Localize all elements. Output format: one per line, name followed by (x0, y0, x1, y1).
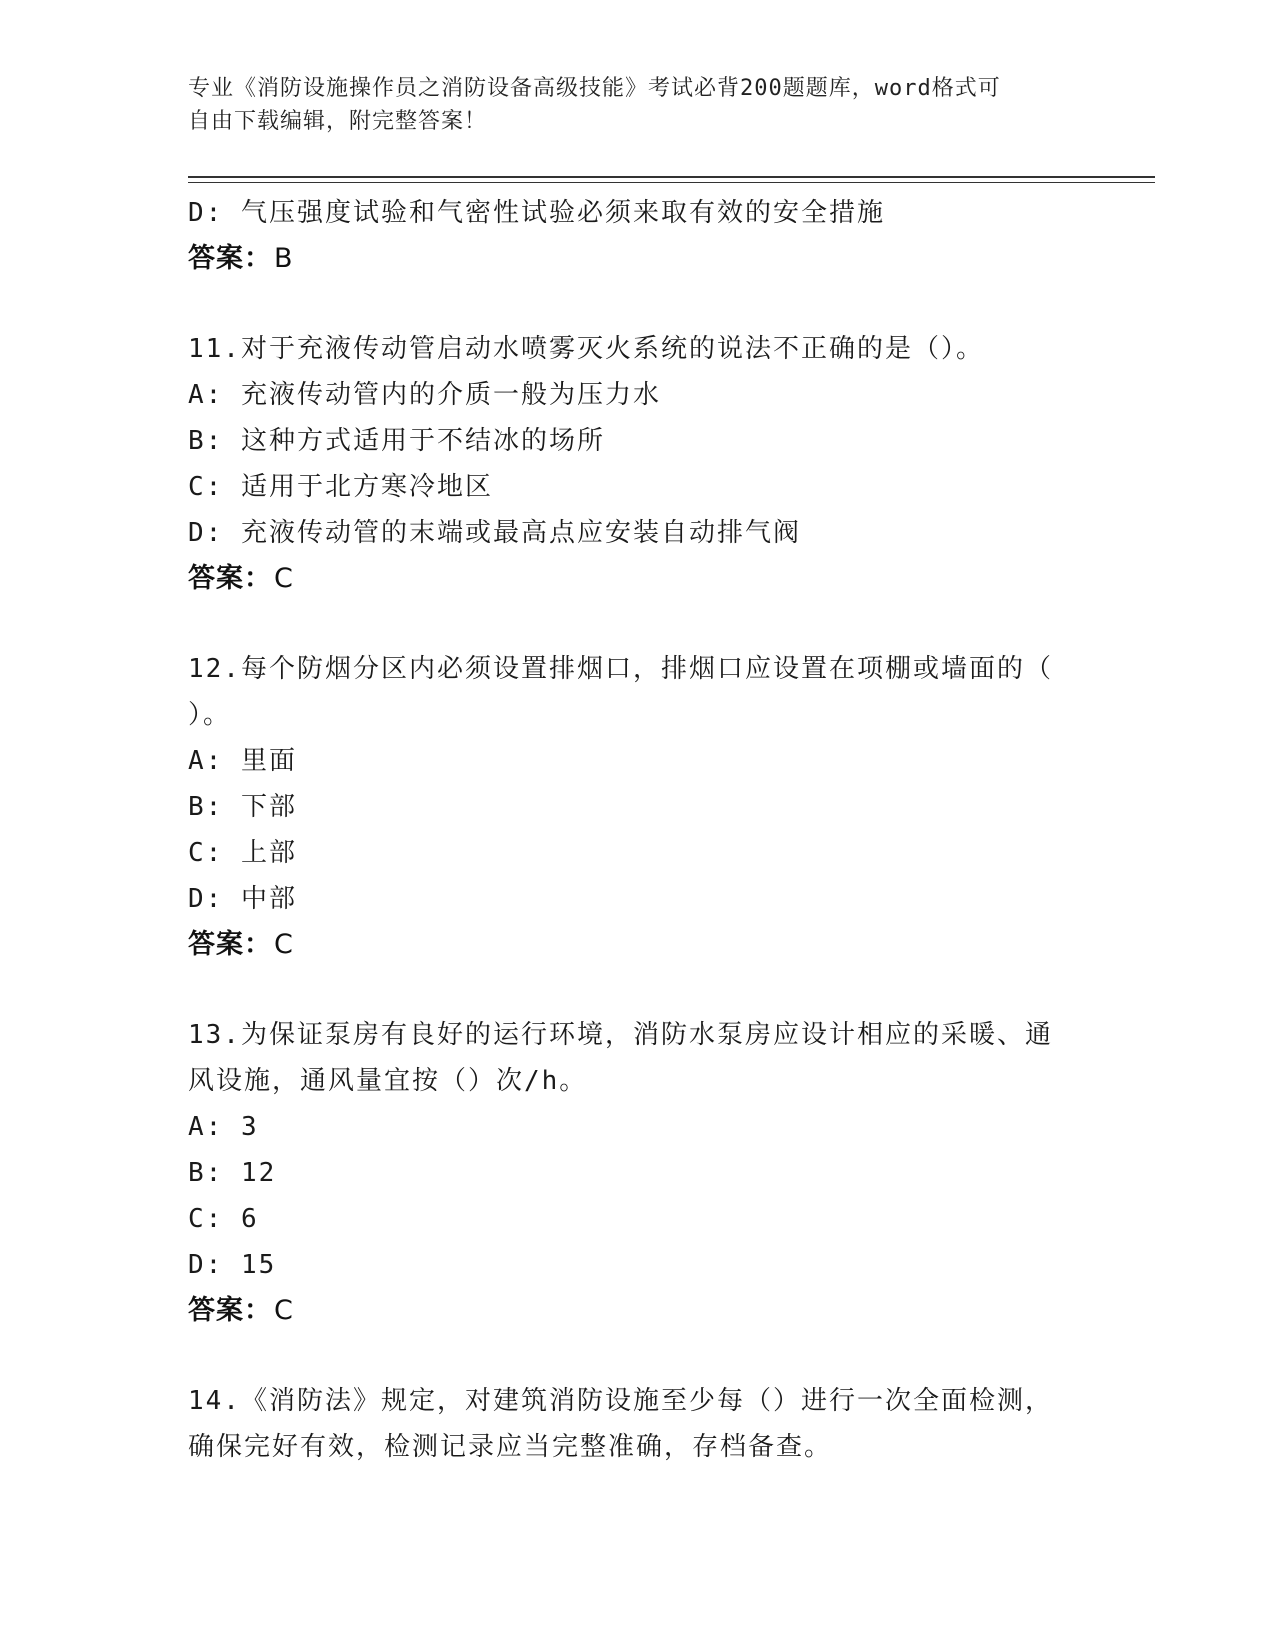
header-line-1: 专业《消防设施操作员之消防设备高级技能》考试必背200题题库，word格式可 (188, 76, 1001, 101)
answer-line (188, 556, 1088, 602)
question-12 (188, 646, 1088, 968)
question-stem-continued: 确保完好有效，检测记录应当完整准确，存档备查。 (188, 1432, 833, 1462)
question-10-fragment (188, 190, 1088, 282)
question-13 (188, 1012, 1088, 1334)
option-d: D: 中部 (188, 884, 297, 914)
option-a: A: 充液传动管内的介质一般为压力水 (188, 380, 661, 410)
answer-line (188, 922, 1088, 968)
question-stem-continued: 风设施，通风量宜按（）次/h。 (188, 1066, 588, 1096)
answer-value: B (274, 243, 294, 274)
document-header (188, 72, 1088, 138)
header-rule-thick (188, 176, 1155, 178)
answer-label: 答案： (188, 563, 272, 594)
option-d: D: 充液传动管的末端或最高点应安装自动排气阀 (188, 518, 801, 548)
option-c: C: 上部 (188, 838, 297, 868)
answer-label: 答案： (188, 1295, 272, 1326)
option-c: C: 适用于北方寒冷地区 (188, 472, 493, 502)
question-stem: 12.每个防烟分区内必须设置排烟口，排烟口应设置在项棚或墙面的（ (188, 654, 1053, 684)
question-stem-continued: ）。 (188, 700, 232, 730)
option-c: C: 6 (188, 1204, 259, 1234)
question-content (188, 190, 1088, 1470)
header-line-2: 自由下载编辑，附完整答案！ (188, 109, 488, 134)
option-a: A: 3 (188, 1112, 259, 1142)
question-stem: 11.对于充液传动管启动水喷雾灭火系统的说法不正确的是（）。 (188, 334, 984, 364)
option-d: D: 15 (188, 1250, 277, 1280)
answer-label: 答案： (188, 243, 272, 274)
question-14 (188, 1378, 1088, 1470)
option-b: B: 12 (188, 1158, 277, 1188)
answer-line (188, 236, 1088, 282)
answer-label: 答案： (188, 929, 272, 960)
answer-value: C (274, 1295, 294, 1326)
option-d: D: 气压强度试验和气密性试验必须来取有效的安全措施 (188, 198, 885, 228)
answer-value: C (274, 563, 294, 594)
option-b: B: 下部 (188, 792, 297, 822)
question-stem: 14.《消防法》规定，对建筑消防设施至少每（）进行一次全面检测， (188, 1386, 1053, 1416)
option-a: A: 里面 (188, 746, 297, 776)
answer-line (188, 1288, 1088, 1334)
option-b: B: 这种方式适用于不结冰的场所 (188, 426, 605, 456)
header-rule-thin (188, 182, 1155, 183)
question-stem: 13.为保证泵房有良好的运行环境，消防水泵房应设计相应的采暖、通 (188, 1020, 1053, 1050)
question-11 (188, 326, 1088, 602)
answer-value: C (274, 929, 294, 960)
